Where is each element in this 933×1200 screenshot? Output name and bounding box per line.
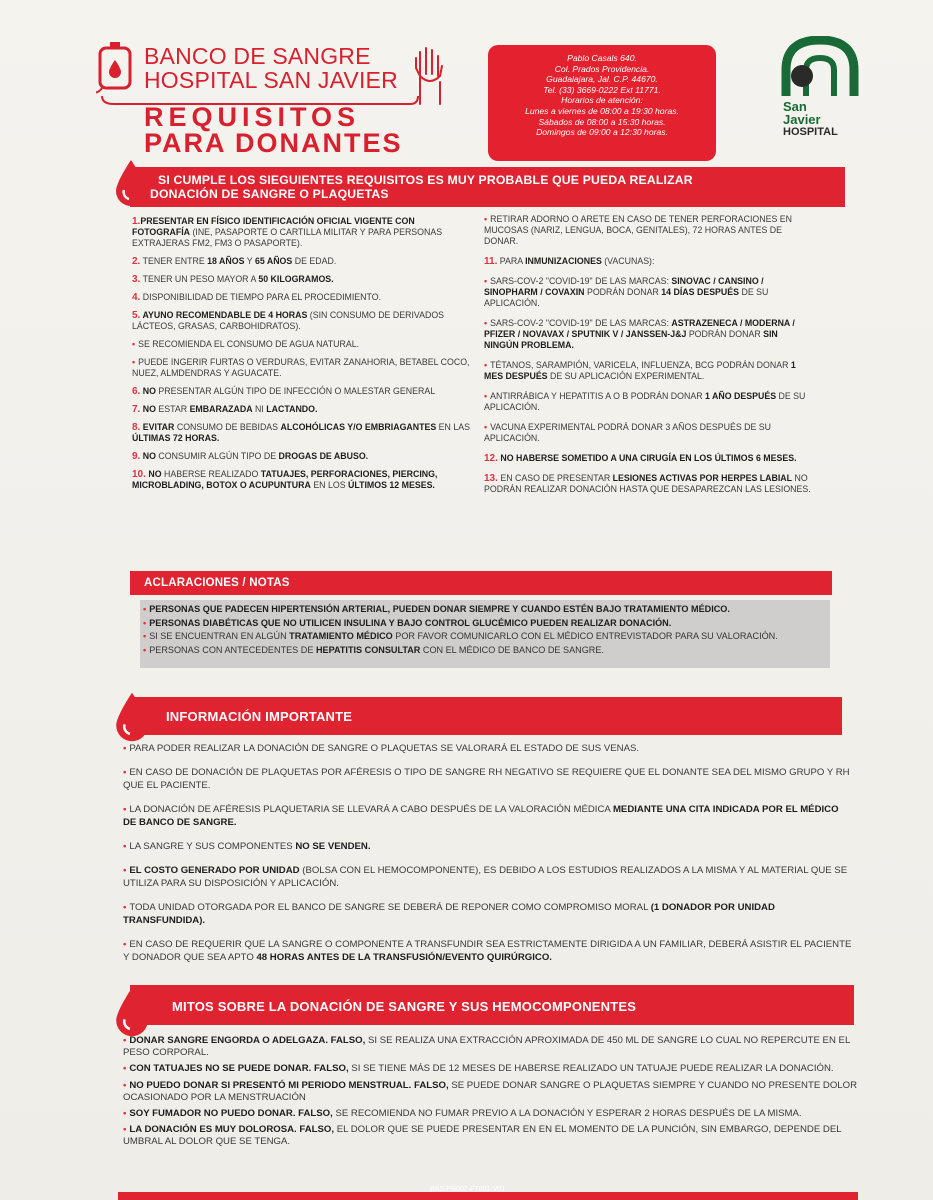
- myth-item: • NO PUEDO DONAR SI PRESENTÓ MI PERIODO MENSTRUAL. FALSO, SE PUEDE DONAR SANGRE O PLAQUETAS SIEMPRE Y CUANDO NO PRESENTE DOLOR OCASIONADO POR LA MENSTRUACIÓN: [123, 1079, 858, 1103]
- requirement-item: 1.PRESENTAR EN FÍSICO IDENTIFICACIÓN OFICIAL VIGENTE CON FOTOGRAFÍA (INE, PASAPORTE O CARTILLA MILITAR Y PARA PERSONAS EXTRAJERAS FM2, FM3 O PASAPORTE).: [132, 216, 443, 248]
- logo-text-javier: Javier: [783, 112, 821, 127]
- requirement-subitem: • RETIRAR ADORNO O ARETE EN CASO DE TENER PERFORACIONES EN MUCOSAS (NARIZ, LENGUA, BOCA, GENITALES), 72 HORAS ANTES DE DONAR.: [484, 214, 793, 246]
- requirement-item: 11. PARA INMUNIZACIONES (VACUNAS):: [484, 256, 655, 267]
- address-line: Pablo Casals 640.: [567, 53, 637, 63]
- footer-bar: [118, 1192, 858, 1200]
- myths-title: MITOS SOBRE LA DONACIÓN DE SANGRE Y SUS HEMOCOMPONENTES: [172, 999, 637, 1014]
- myths-header-bar: [130, 985, 854, 1025]
- bank-title-line1: BANCO DE SANGRE: [144, 43, 371, 69]
- requirements-right-column: [484, 214, 812, 502]
- info-item: • EN CASO DE REQUERIR QUE LA SANGRE O COMPONENTE A TRANSFUNDIR SEA ESTRICTAMENTE DIRIGIDA A UN FAMILIAR, DEBERÁ ASISTIR EL PACIENTE Y DONADOR QUE SEA APTO 48 HORAS ANTES DE LA TRANSFUSIÓN/EVENTO QUIRÚRGICO.: [123, 939, 852, 963]
- title-line2: PARA DONANTES: [144, 128, 403, 158]
- blood-bag-icon: [96, 42, 136, 94]
- requirement-item: 3. TENER UN PESO MAYOR A 50 KILOGRAMOS.: [132, 274, 334, 285]
- info-item: • EN CASO DE DONACIÓN DE PLAQUETAS POR AFÉRESIS O TIPO DE SANGRE RH NEGATIVO SE REQUIERE QUE EL DONANTE SEA DEL MISMO GRUPO Y RH QUE EL PACIENTE.: [123, 767, 850, 791]
- blood-drop-icon: [112, 985, 152, 1039]
- address-line: Horarios de atención:: [561, 95, 643, 106]
- myth-item: • CON TATUAJES NO SE PUEDE DONAR. FALSO, SI SE TIENE MÁS DE 12 MESES DE HABERSE REALIZADO UN TATUAJE PUEDE REALIZAR LA DONACIÓN.: [123, 1063, 834, 1075]
- myth-item: • SOY FUMADOR NO PUEDO DONAR. FALSO, SE RECOMIENDA NO FUMAR PREVIO A LA DONACIÓN Y ESPERAR 2 HORAS DESPUÉS DE LA MISMA.: [123, 1108, 802, 1120]
- address-line: Tel. (33) 3669-0222 Ext 11771.: [543, 84, 661, 95]
- info-item: • LA SANGRE Y SUS COMPONENTES NO SE VENDEN.: [123, 841, 371, 852]
- title-line1: REQUISITOS: [144, 102, 361, 132]
- requirement-item: 7. NO ESTAR EMBARAZADA NI LACTANDO.: [132, 404, 318, 415]
- info-item: • EL COSTO GENERADO POR UNIDAD (BOLSA CON EL HEMOCOMPONENTE), ES DEBIDO A LOS ESTUDIOS REALIZADOS A LA MISMA Y AL MATERIAL QUE SE UTILIZA PARA SU DISPOSICIÓN Y APLICACIÓN.: [123, 865, 848, 889]
- info-item: • PARA PODER REALIZAR LA DONACIÓN DE SANGRE O PLAQUETAS SE VALORARÁ EL ESTADO DE SUS VENAS.: [123, 743, 640, 754]
- requirement-item: 4. DISPONIBILIDAD DE TIEMPO PARA EL PROCEDIMIENTO.: [132, 292, 382, 303]
- notes-title: ACLARACIONES / NOTAS: [144, 577, 290, 589]
- requirement-item: 5. AYUNO RECOMENDABLE DE 4 HORAS (SIN CONSUMO DE DERIVADOS LÁCTEOS, GRASAS, CARBOHIDRATOS).: [132, 310, 445, 331]
- logo-text-san: San: [783, 99, 807, 114]
- requirements-header-line2: DONACIÓN DE SANGRE O PLAQUETAS: [150, 187, 389, 201]
- address-line: Col. Prados Providencia.: [554, 63, 650, 74]
- requirements-header-bar: [130, 167, 845, 207]
- footer-code: BAS-PR007-FT001-V01: [430, 1186, 506, 1193]
- myth-item: • DONAR SANGRE ENGORDA O ADELGAZA. FALSO, SI SE REALIZA UNA EXTRACCIÓN APROXIMADA DE 450 ML DE SANGRE LO CUAL NO REPERCUTE EN EL PESO CORPORAL.: [123, 1035, 850, 1059]
- bank-title-line2: HOSPITAL SAN JAVIER: [144, 67, 398, 93]
- address-box: [488, 45, 716, 161]
- requirement-item: 12. NO HABERSE SOMETIDO A UNA CIRUGÍA EN LOS ÚLTIMOS 6 MESES.: [484, 453, 797, 464]
- requirement-item: 13. EN CASO DE PRESENTAR LESIONES ACTIVAS POR HERPES LABIAL NO PODRÁN REALIZAR DONACIÓN HASTA QUE DESAPAREZCAN LAS LESIONES.: [484, 473, 811, 494]
- requirements-header-line1: SI CUMPLE LOS SIEGUIENTES REQUISITOS ES MUY PROBABLE QUE PUEDA REALIZAR: [158, 173, 693, 187]
- requirement-item: 6. NO PRESENTAR ALGÚN TIPO DE INFECCIÓN O MALESTAR GENERAL: [132, 386, 436, 397]
- requirement-item: 10. NO HABERSE REALIZADO TATUAJES, PERFORACIONES, PIERCING, MICROBLADING, BOTOX O ACUPUNTURA EN LOS ÚLTIMOS 12 MESES.: [132, 469, 438, 490]
- myth-item: • LA DONACIÓN ES MUY DOLOROSA. FALSO, EL DOLOR QUE SE PUEDE PRESENTAR EN EN EL MOMENTO DE LA PUNCIÓN, SIN EMBARGO, DEPENDE DEL UMBRAL AL DOLOR QUE SE TENGA.: [123, 1124, 842, 1148]
- requirement-item: 8. EVITAR CONSUMO DE BEBIDAS ALCOHÓLICAS Y/O EMBRIAGANTES EN LAS ÚLTIMAS 72 HORAS.: [132, 422, 470, 443]
- info-item: • TODA UNIDAD OTORGADA POR EL BANCO DE SANGRE SE DEBERÁ DE REPONER COMO COMPROMISO MORAL (1 DONADOR POR UNIDAD TRANSFUNDIDA).: [123, 902, 775, 926]
- san-javier-logo-text: [783, 100, 838, 139]
- document-title: [144, 104, 403, 156]
- requirement-subitem: • TÉTANOS, SARAMPIÓN, VARICELA, INFLUENZA, BCG PODRÁN DONAR 1 MES DESPUÉS DE SU APLICACIÓN EXPERIMENTAL.: [484, 360, 796, 381]
- tube-line-icon: [100, 96, 420, 110]
- note-item: • PERSONAS QUE PADECEN HIPERTENSIÓN ARTERIAL, PUEDEN DONAR SIEMPRE Y CUANDO ESTÉN BAJO TRATAMIENTO MÉDICO.: [143, 604, 730, 614]
- note-item: • SI SE ENCUENTRAN EN ALGÚN TRATAMIENTO MÉDICO POR FAVOR COMUNICARLO CON EL MÉDICO ENTREVISTADOR PARA SU VALORACIÓN.: [143, 631, 778, 642]
- requirement-subitem: • SARS-COV-2 "COVID-19" DE LAS MARCAS: ASTRAZENECA / MODERNA / PFIZER / NOVAVAX / SPUTNIK V / JANSSEN-J&J PODRÁN DONAR SIN NINGÚN PROBLEMA.: [484, 318, 795, 350]
- info-header-bar: [130, 697, 842, 735]
- address-line: Guadalajara, Jal. C.P. 44670.: [546, 74, 658, 85]
- requirement-subitem: • PUEDE INGERIR FURTAS O VERDURAS, EVITAR ZANAHORIA, BETABEL COCO, NUEZ, ALMDENDRAS Y AGUACATE.: [132, 357, 470, 378]
- note-item: • PERSONAS DIABÉTICAS QUE NO UTILICEN INSULINA Y BAJO CONTROL GLUCÉMICO PUEDEN REALIZAR DONACIÓN.: [143, 617, 672, 628]
- info-list: [123, 742, 853, 975]
- requirement-subitem: • SE RECOMIENDA EL CONSUMO DE AGUA NATURAL.: [132, 339, 360, 349]
- bank-title: [144, 44, 398, 92]
- notes-list: [143, 603, 833, 657]
- requirement-subitem: • ANTIRRÁBICA Y HEPATITIS A O B PODRÁN DONAR 1 AÑO DESPUÉS DE SU APLICACIÓN.: [484, 391, 806, 412]
- blood-drop-icon: [112, 690, 152, 744]
- note-item: • PERSONAS CON ANTECEDENTES DE HEPATITIS CONSULTAR CON EL MÉDICO DE BANCO DE SANGRE.: [143, 644, 604, 655]
- requirements-left-column: [132, 216, 472, 498]
- requirement-item: 2. TENER ENTRE 18 AÑOS Y 65 AÑOS DE EDAD.: [132, 256, 337, 267]
- address-line: Lunes a viernes de 08:00 a 19:30 horas.: [525, 105, 679, 116]
- notes-header-bar: [130, 571, 832, 595]
- info-item: • LA DONACIÓN DE AFÉRESIS PLAQUETARIA SE LLEVARÁ A CABO DESPUÉS DE LA VALORACIÓN MÉDICA MEDIANTE UNA CITA INDICADA POR EL MÉDICO DE BANCO DE SANGRE.: [123, 804, 839, 828]
- address-line: Domingos de 09:00 a 12:30 horas.: [536, 127, 668, 138]
- myths-list: [123, 1035, 863, 1153]
- blood-drop-icon: [112, 158, 150, 208]
- logo-text-hospital: HOSPITAL: [783, 126, 838, 138]
- info-title: INFORMACIÓN IMPORTANTE: [166, 709, 353, 724]
- requirement-item: 9. NO CONSUMIR ALGÚN TIPO DE DROGAS DE ABUSO.: [132, 451, 369, 462]
- address-line: Sábados de 08:00 a 15:30 horas.: [538, 116, 666, 127]
- requirement-subitem: • VACUNA EXPERIMENTAL PODRÁ DONAR 3 AÑOS DESPUÉS DE SU APLICACIÓN.: [484, 422, 772, 443]
- requirement-subitem: • SARS-COV-2 "COVID-19" DE LAS MARCAS: SINOVAC / CANSINO / SINOPHARM / COVAXIN PODRÁN DONAR 14 DÍAS DESPUÉS DE SU APLICACIÓN.: [484, 276, 769, 308]
